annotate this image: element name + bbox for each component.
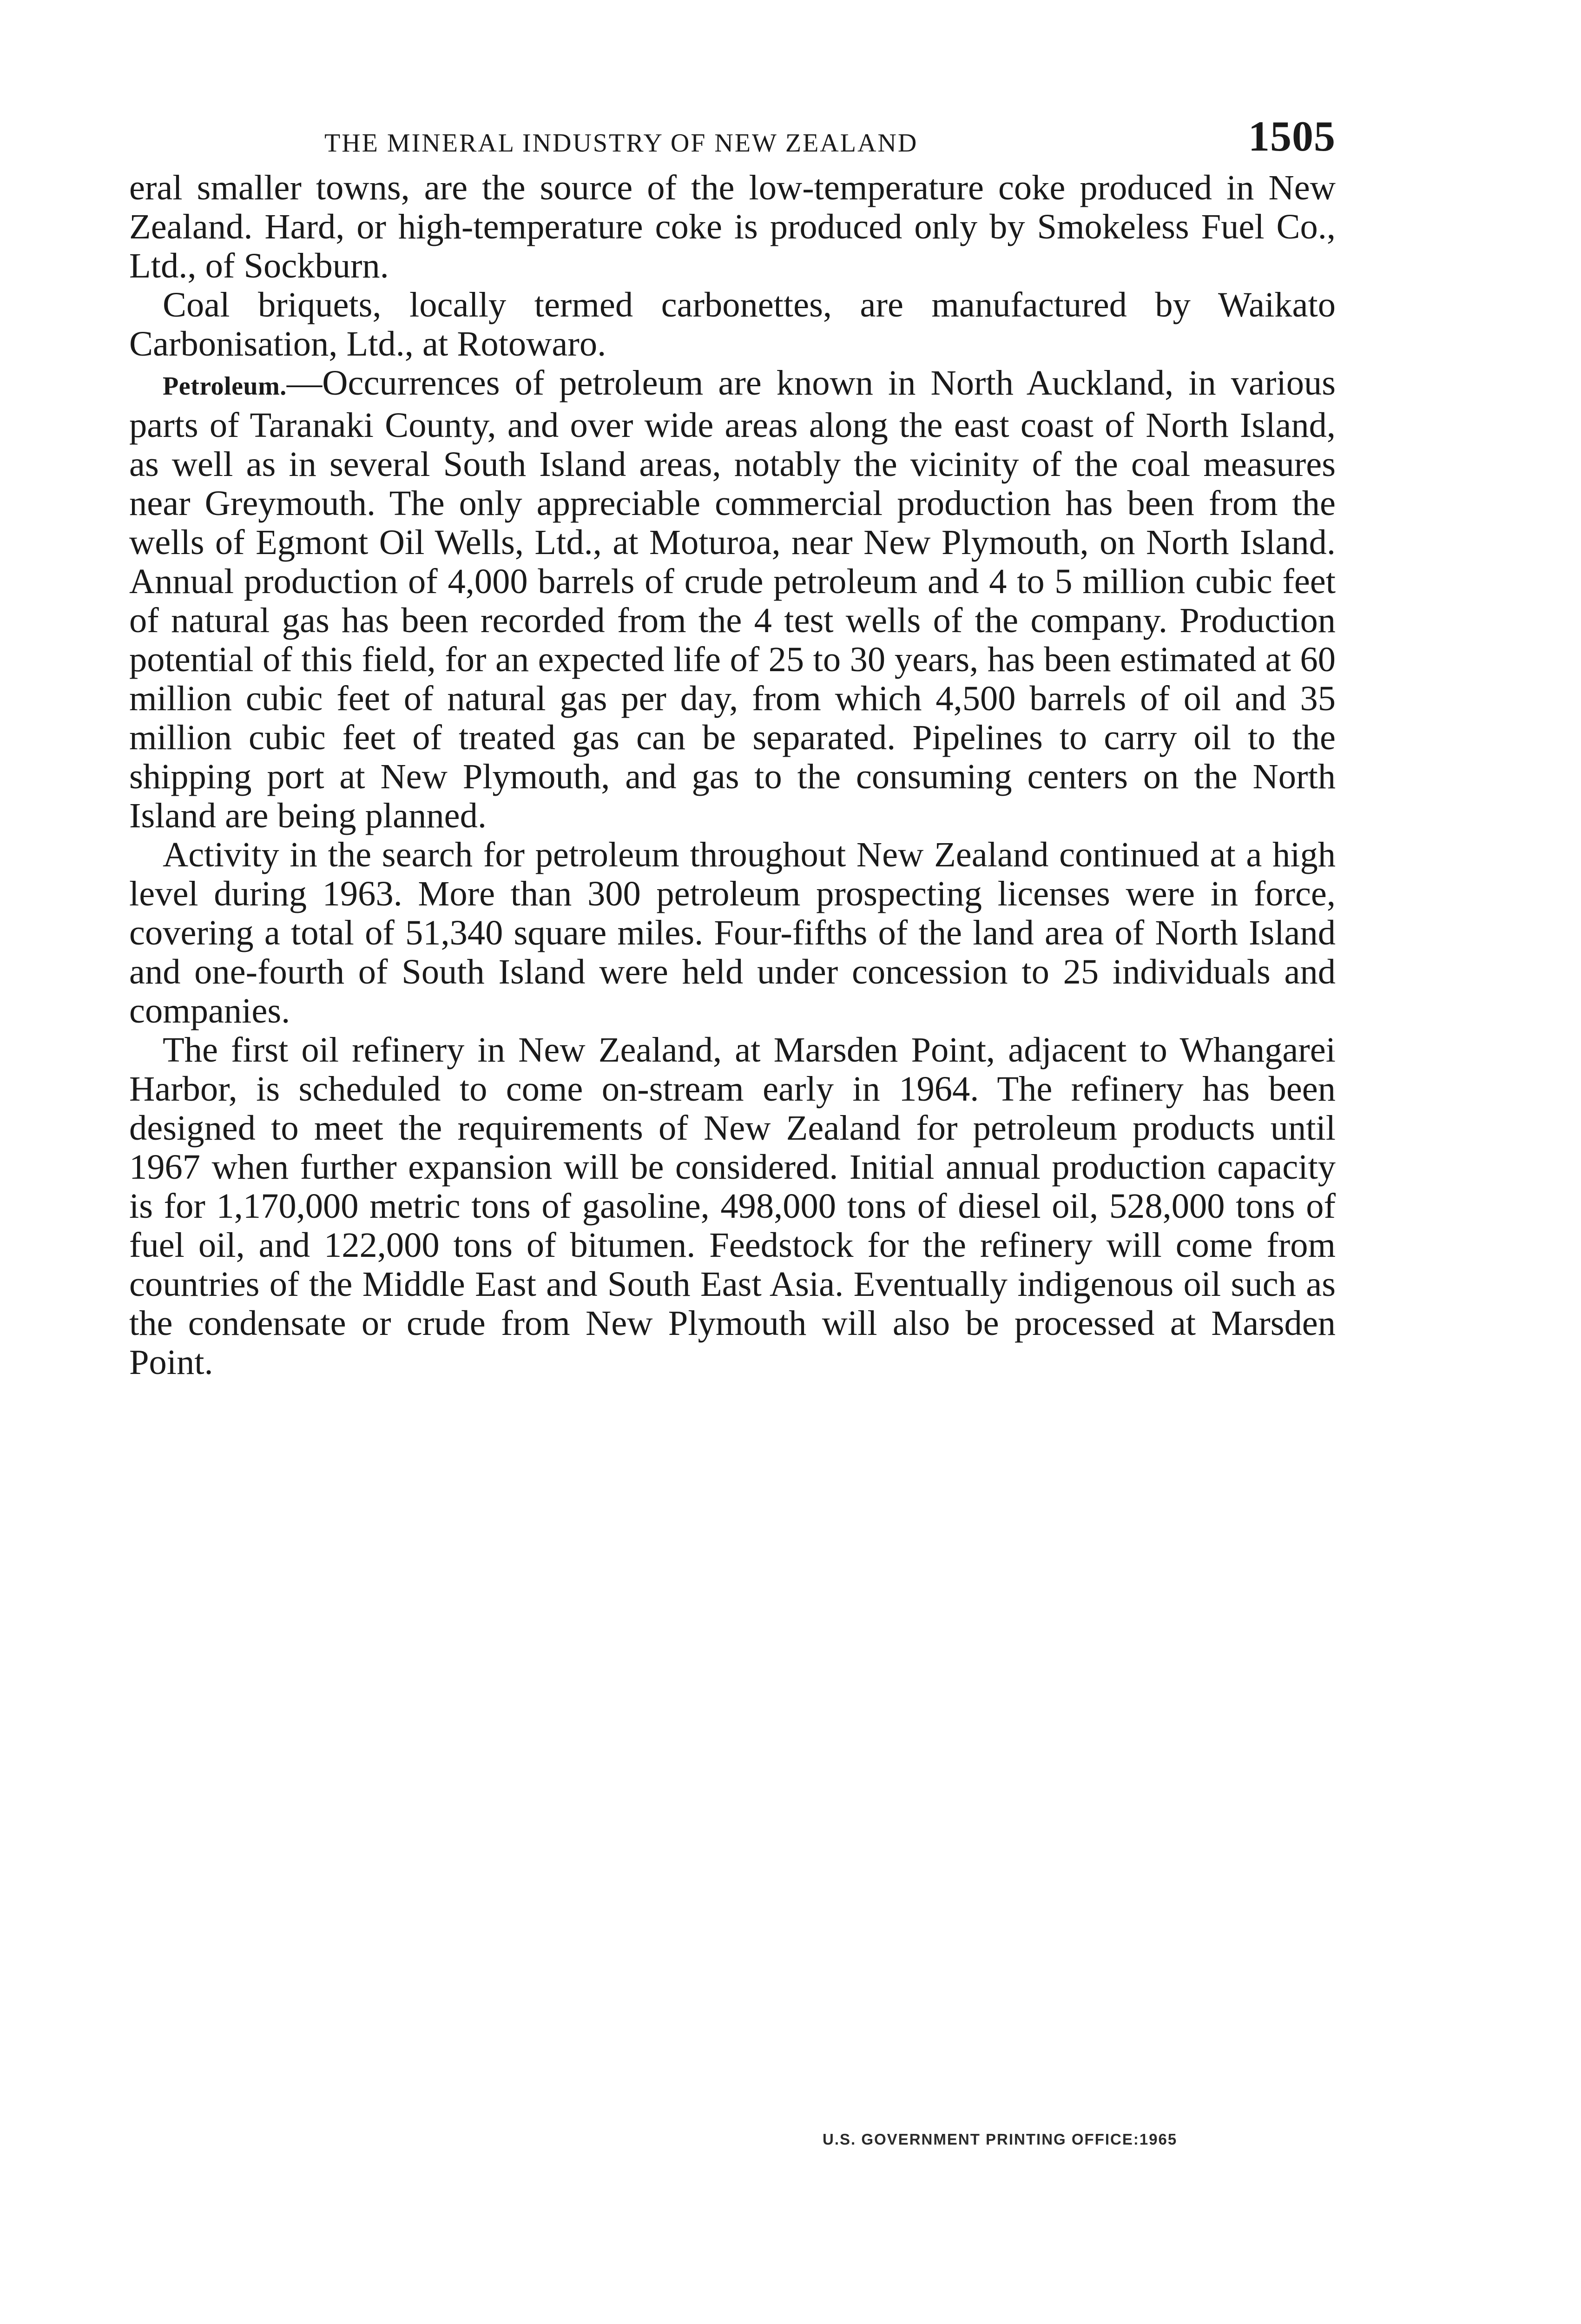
document-page bbox=[129, 112, 1336, 1382]
paragraph-exploration bbox=[129, 835, 1336, 1030]
paragraph-text: Activity in the search for petroleum throughout New Zealand continued at a high level during 1963. More than 300 petroleum prospecting licenses were in force, covering a total of 51,340 square miles. Four-fifths of the land area of North Island and one-fourth of South Island were held under concession to 25 individuals and companies. bbox=[129, 835, 1336, 1030]
running-title: THE MINERAL INDUSTRY OF NEW ZEALAND bbox=[324, 129, 918, 158]
section-heading-petroleum: Petroleum. bbox=[163, 372, 287, 401]
running-head bbox=[129, 112, 1336, 167]
page-number: 1505 bbox=[1248, 112, 1336, 160]
printer-imprint: U.S. GOVERNMENT PRINTING OFFICE:1965 bbox=[823, 2131, 1178, 2148]
paragraph-briquets bbox=[129, 285, 1336, 363]
paragraph-text: The first oil refinery in New Zealand, at Marsden Point, adjacent to Whangarei Harbor, is scheduled to come on-stream early in 1964. The refinery has been designed to meet the requirements of New Zealand for petroleum products until 1967 when further expansion will be considered. Initial annual production capacity is for 1,170,000 metric tons of gasoline, 498,000 tons of diesel oil, 528,000 tons of fuel oil, and 122,000 tons of bitumen. Feedstock for the refinery will come from countries of the Middle East and South East Asia. Eventually indigenous oil such as the condensate or crude from New Plymouth will also be processed at Marsden Point. bbox=[129, 1030, 1336, 1382]
paragraph-refinery bbox=[129, 1030, 1336, 1382]
paragraph-text: Coal briquets, locally termed carbonettes, are manufactured by Waikato Carbonisation, Ltd., at Rotowaro. bbox=[129, 285, 1336, 363]
paragraph-coke bbox=[129, 168, 1336, 285]
paragraph-text: —Occurrences of petroleum are known in North Auckland, in various parts of Taranaki County, and over wide areas along the east coast of North Island, as well as in several South Island areas, notably the vicinity of the coal measures near Greymouth. The only appreciable commercial production has been from the wells of Egmont Oil Wells, Ltd., at Moturoa, near New Plymouth, on North Island. Annual production of 4,000 barrels of crude petroleum and 4 to 5 million cubic feet of natural gas has been recorded from the 4 test wells of the company. Production potential of this field, for an expected life of 25 to 30 years, has been estimated at 60 million cubic feet of natural gas per day, from which 4,500 barrels of oil and 35 million cubic feet of treated gas can be separated. Pipelines to carry oil to the shipping port at New Plymouth, and gas to the consuming centers on the North Island are being planned. bbox=[129, 363, 1336, 835]
paragraph-petroleum bbox=[129, 363, 1336, 835]
paragraph-text: eral smaller towns, are the source of the low-temperature coke produced in New Zealand. Hard, or high-temperature coke is produced only by Smokeless Fuel Co., Ltd., of Sockburn. bbox=[129, 168, 1336, 285]
body-text bbox=[129, 168, 1336, 1382]
